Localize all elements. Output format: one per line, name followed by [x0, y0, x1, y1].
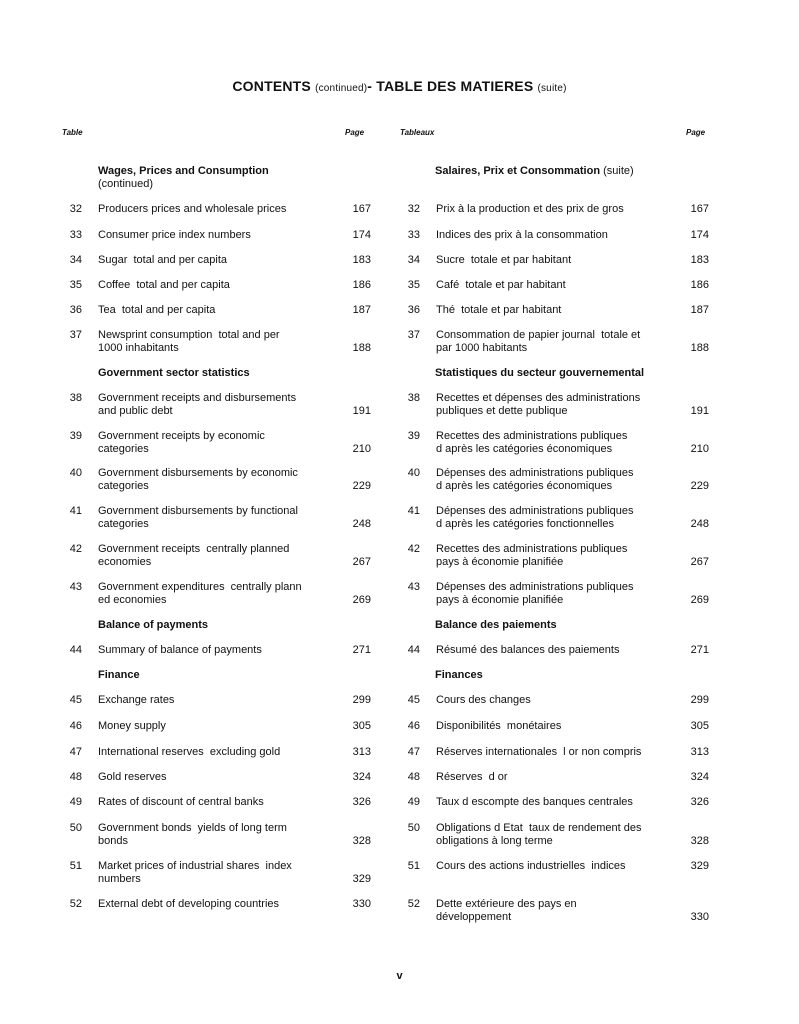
section-label: Salaires, Prix et Consommation [435, 165, 601, 177]
table-title: Dépenses des administrations publiques d après les catégories fonctionnelles [436, 505, 634, 530]
table-number: 41 [69, 505, 82, 517]
table-title: Recettes des administrations publiques pays à économie planifiée [436, 543, 628, 568]
table-title: Government disbursements by economic categories [98, 467, 298, 492]
right-section-title: Statistiques du secteur gouvernemental [435, 367, 645, 379]
table-title: External debt of developing countries [98, 898, 280, 910]
table-number: 47 [407, 746, 420, 758]
table-number: 32 [69, 203, 82, 215]
table-title: Réserves d or [436, 771, 508, 783]
table-number: 43 [69, 581, 82, 593]
page-reference: 330 [690, 911, 709, 923]
page-reference: 326 [352, 796, 371, 808]
table-number: 36 [407, 304, 420, 316]
page-reference: 174 [690, 229, 709, 241]
page-reference: 271 [352, 644, 371, 656]
table-number: 34 [407, 254, 420, 266]
table-title: Indices des prix à la consommation [436, 229, 608, 241]
section-note: (suite) [603, 165, 634, 177]
table-number: 32 [407, 203, 420, 215]
table-title: Obligations d Etat taux de rendement des obligations à long terme [436, 822, 642, 847]
page-reference: 248 [690, 518, 709, 530]
table-number: 48 [69, 771, 82, 783]
page-reference: 210 [352, 443, 371, 455]
page-reference: 299 [352, 694, 371, 706]
table-number: 40 [69, 467, 82, 479]
page-reference: 267 [352, 556, 371, 568]
page-reference: 187 [690, 304, 709, 316]
page-reference: 299 [690, 694, 709, 706]
table-number: 42 [69, 543, 82, 555]
page-reference: 305 [352, 720, 371, 732]
page-reference: 328 [352, 835, 371, 847]
page-reference: 269 [352, 594, 371, 606]
left-section-title: Finance [98, 669, 140, 681]
table-title: Tea total and per capita [98, 304, 216, 316]
table-number: 43 [407, 581, 420, 593]
table-number: 37 [407, 329, 420, 341]
table-number: 46 [407, 720, 420, 732]
table-title: Thé totale et par habitant [436, 304, 562, 316]
table-number: 45 [407, 694, 420, 706]
table-number: 50 [407, 822, 420, 834]
page-number: v [396, 970, 403, 982]
table-title: Government bonds yields of long term bonds [98, 822, 287, 847]
table-title: Exchange rates [98, 694, 175, 706]
table-title: Government receipts centrally planned economies [98, 543, 290, 568]
page-reference: 186 [352, 279, 371, 291]
page-reference: 183 [690, 254, 709, 266]
section-label: Wages, Prices and Consumption [98, 165, 269, 177]
table-number: 33 [69, 229, 82, 241]
page-reference: 191 [352, 405, 371, 417]
table-number: 39 [407, 430, 420, 442]
table-number: 34 [69, 254, 82, 266]
table-number: 45 [69, 694, 82, 706]
table-title: Disponibilités monétaires [436, 720, 562, 732]
page-reference: 229 [690, 480, 709, 492]
table-title: Sugar total and per capita [98, 254, 228, 266]
table-number: 39 [69, 430, 82, 442]
page-reference: 210 [690, 443, 709, 455]
page-reference: 305 [690, 720, 709, 732]
table-title: Cours des changes [436, 694, 531, 706]
page-reference: 330 [352, 898, 371, 910]
table-title: Summary of balance of payments [98, 644, 262, 656]
page-reference: 329 [690, 860, 709, 872]
page-reference: 326 [690, 796, 709, 808]
table-title: Café totale et par habitant [436, 279, 566, 291]
page-reference: 269 [690, 594, 709, 606]
title-separator: - [367, 78, 373, 94]
table-title: Cours des actions industrielles indices [436, 860, 626, 872]
table-number: 36 [69, 304, 82, 316]
page-reference: 187 [352, 304, 371, 316]
page-reference: 313 [352, 746, 371, 758]
table-title: Gold reserves [98, 771, 167, 783]
table-title: Market prices of industrial shares index numbers [98, 860, 292, 885]
page-reference: 313 [690, 746, 709, 758]
page-reference: 248 [352, 518, 371, 530]
table-number: 35 [69, 279, 82, 291]
table-number: 44 [407, 644, 420, 656]
left-table-header: Table [62, 128, 83, 137]
table-number: 35 [407, 279, 420, 291]
table-title: Coffee total and per capita [98, 279, 230, 291]
page-title [0, 78, 799, 94]
table-title: International reserves excluding gold [98, 746, 281, 758]
table-number: 46 [69, 720, 82, 732]
table-title: Newsprint consumption total and per 1000 inhabitants [98, 329, 280, 354]
page-reference: 188 [352, 342, 371, 354]
page-reference: 324 [352, 771, 371, 783]
table-title: Prix à la production et des prix de gros [436, 203, 624, 215]
table-number: 49 [69, 796, 82, 808]
table-number: 44 [69, 644, 82, 656]
table-number: 50 [69, 822, 82, 834]
title-fr-continued: (suite) [537, 83, 567, 94]
table-title: Résumé des balances des paiements [436, 644, 620, 656]
table-number: 49 [407, 796, 420, 808]
table-number: 42 [407, 543, 420, 555]
table-number: 48 [407, 771, 420, 783]
page-reference: 186 [690, 279, 709, 291]
table-title: Government receipts and disbursements and public debt [98, 392, 297, 417]
table-number: 47 [69, 746, 82, 758]
right-section-title [435, 165, 634, 178]
page-reference: 271 [690, 644, 709, 656]
table-title: Government disbursements by functional categories [98, 505, 298, 530]
left-page-header: Page [345, 128, 365, 137]
table-title: Taux d escompte des banques centrales [436, 796, 633, 808]
page-reference: 267 [690, 556, 709, 568]
page-reference: 328 [690, 835, 709, 847]
table-title: Sucre totale et par habitant [436, 254, 572, 266]
page-reference: 229 [352, 480, 371, 492]
page-reference: 191 [690, 405, 709, 417]
page-reference: 329 [352, 873, 371, 885]
right-section-title: Balance des paiements [435, 619, 557, 631]
right-section-title: Finances [435, 669, 483, 681]
title-en-continued: (continued) [315, 83, 368, 94]
table-title: Government receipts by economic categories [98, 430, 265, 455]
table-title: Producers prices and wholesale prices [98, 203, 287, 215]
table-title: Consumer price index numbers [98, 229, 251, 241]
title-en: CONTENTS [232, 78, 311, 94]
left-section-title [98, 165, 269, 191]
table-number: 37 [69, 329, 82, 341]
table-title: Dette extérieure des pays en développement [436, 898, 577, 923]
right-table-header: Tableaux [400, 128, 435, 137]
table-title: Recettes des administrations publiques d après les catégories économiques [436, 430, 628, 455]
table-number: 38 [407, 392, 420, 404]
table-title: Réserves internationales l or non compris [436, 746, 642, 758]
table-title: Dépenses des administrations publiques pays à économie planifiée [436, 581, 634, 606]
table-number: 52 [69, 898, 82, 910]
table-number: 51 [69, 860, 82, 872]
page-reference: 167 [352, 203, 371, 215]
table-number: 33 [407, 229, 420, 241]
table-title: Money supply [98, 720, 166, 732]
table-number: 40 [407, 467, 420, 479]
left-section-title: Balance of payments [98, 619, 209, 631]
page-reference: 174 [352, 229, 371, 241]
page-reference: 167 [690, 203, 709, 215]
page-reference: 188 [690, 342, 709, 354]
table-title: Government expenditures centrally plann ed economies [98, 581, 302, 606]
title-fr: TABLE DES MATIERES [376, 78, 534, 94]
table-number: 38 [69, 392, 82, 404]
table-number: 41 [407, 505, 420, 517]
table-title: Consommation de papier journal totale et par 1000 habitants [436, 329, 641, 354]
page-reference: 324 [690, 771, 709, 783]
right-page-header: Page [686, 128, 706, 137]
table-number: 52 [407, 898, 420, 910]
section-note: (continued) [98, 178, 154, 190]
page-reference: 183 [352, 254, 371, 266]
left-section-title: Government sector statistics [98, 367, 250, 379]
table-title: Dépenses des administrations publiques d après les catégories économiques [436, 467, 634, 492]
table-number: 51 [407, 860, 420, 872]
table-title: Recettes et dépenses des administrations publiques et dette publique [436, 392, 641, 417]
table-title: Rates of discount of central banks [98, 796, 264, 808]
